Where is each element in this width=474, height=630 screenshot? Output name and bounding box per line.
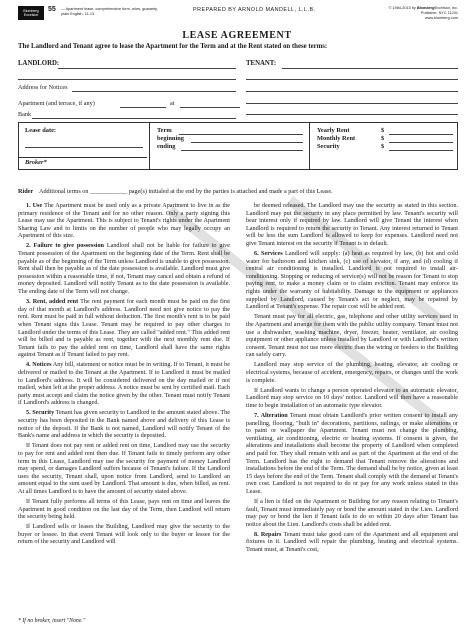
- clause-paragraph: [246, 387, 458, 410]
- clause-heading: Failure to give possession: [33, 242, 104, 250]
- ending-label: ending: [157, 143, 176, 150]
- tenant-line-5[interactable]: [246, 114, 458, 115]
- beginning-field[interactable]: [191, 142, 303, 143]
- form-number: 55: [48, 6, 56, 13]
- yearly-rent-dollar: $: [381, 127, 385, 134]
- ending-field[interactable]: [181, 150, 303, 151]
- clause-paragraph: [246, 361, 458, 384]
- address-for-notices-label: Address for Notices: [18, 84, 68, 91]
- clause-paragraph: [18, 409, 230, 439]
- clause-heading: Services: [261, 250, 283, 258]
- clause-paragraph: [18, 202, 230, 240]
- landlord-address-field[interactable]: [72, 91, 236, 92]
- clause-text: If a lien is filed on the Apartment or Building for any reason relating to Tenant's fault, Tenant must immediately pay or bond the amount stated in the Lien. Landlord may pay or bond the lien if Tenant fails to do so within 20 days after Tenant has notice about the Lien. Landlord's costs shall be added rent.: [246, 497, 458, 528]
- clause-number: 2.: [26, 242, 34, 250]
- clause-text: Tenant has given security to Landlord in the amount stated above. The security has been deposited in the Bank named above and delivery of this Lease is notice of the deposit. If the Bank is not named, Landlord will notify Tenant of the Bank's name and address in which the security is deposited.: [18, 409, 230, 440]
- copyright-line3: www.blumberg.com: [424, 16, 458, 20]
- tenant-line-4[interactable]: [246, 103, 458, 104]
- clause-number: 8.: [254, 530, 261, 538]
- broker-divider: [19, 157, 147, 158]
- clause-paragraph: [246, 313, 458, 359]
- clause-text: be deemed released. The Landlord may use the security as stated in this section. Landlord may put the security in any place permitted by law. Tenant's security will bear interest only if required by law. Landlord will give Tenant the interest when Landlord is required to return the security to Tenant. Any interest returned to Tenant will be less the sum Landlord is allowed to keep for expenses. Landlord need not give Tenant interest on the security if Tenant is in default.: [246, 202, 458, 247]
- clause-text: If Tenant does not pay rent or added rent on time, Landlord may use the security to pay for rent and added rent then due. If Tenant fails to timely perform any other term in this Lease, Landlord may use the security for payment of money Landlord may spend, or damages Landlord suffers because of Tenant's failure. If the Landlord uses the security, Tenant shall, upon notice from Landlord, send to Landlord an amount equal to the sum used by Landlord. That amount is due, when billed, as rent. At all times Landlord is to have the amount of security stated above.: [18, 442, 230, 495]
- clause-text: If Landlord sells or leases the Building, Landlord may give the security to the buyer or lessee. In that event Tenant will look only to the buyer or lessee for the return of the security and Landlord will: [18, 523, 230, 546]
- clause-number: 3.: [26, 298, 33, 306]
- security-field[interactable]: [389, 150, 453, 151]
- lease-date-field[interactable]: [25, 147, 143, 148]
- security-dollar: $: [381, 143, 385, 150]
- rider-text: Additional terms on ____________ page(s) initialed at the end by the parties is attached and made a part of this Lease.: [38, 188, 333, 195]
- clause-paragraph: [18, 523, 230, 546]
- apartment-field[interactable]: [120, 107, 166, 108]
- clause-number: 7.: [254, 411, 261, 419]
- left-clause-column: [18, 202, 230, 620]
- clause-text: If Landlord wants to change a person operated elevator to an automatic elevator, Landlord may stop service on 10 days' notice. Landlord will then have a reasonable time to begin installation of an automatic type elevator.: [246, 386, 458, 409]
- copyright-brand: Blumberg: [416, 6, 435, 10]
- yearly-rent-label: Yearly Rent: [317, 127, 350, 134]
- clause-text: Tenant must obtain Landlord's prior written consent to install any panelling, flooring, "built in" decorations, partitions, railings, or make alterations or to paint or wallpaper the Apartment. Tenant must not change the plumbing, ventilating, air conditioning, electric or heating systems. If consent is given, the alterations and installations shall become the property of Landlord when completed and paid for. They shall remain with and as part of the Apartment at the end of the Term. Landlord has the right to demand that Tenant remove the alterations and installations before the end of the Term. The demand shall be by notice, given at least 15 days before the end of the Term. Tenant shall comply with the demand at Tenant's own cost. Landlord is not required to do or pay for any work unless stated in this Lease.: [246, 411, 458, 495]
- monthly-rent-dollar: $: [381, 135, 385, 142]
- clause-paragraph: [18, 242, 230, 295]
- clause-text: Landlord may stop service of the plumbing, heating, elevator, air cooling or electrical systems, because of accident, emergency, repairs, or changes until the work is complete.: [246, 361, 458, 384]
- clause-heading: Notices: [32, 361, 52, 369]
- clause-heading: Use: [32, 202, 43, 209]
- broker-footnote: * If no broker, insert "None.": [18, 618, 86, 624]
- beginning-label: beginning: [157, 135, 184, 142]
- apartment-label: Apartment (and terrace, if any): [18, 100, 95, 107]
- copyright-line1: © 1984-2015 by: [388, 6, 416, 10]
- yearly-rent-field[interactable]: [389, 134, 453, 135]
- term-label: Term: [157, 127, 172, 134]
- broker-label: Broker*: [25, 159, 47, 166]
- prepared-by: PREPARED BY ARNOLD MANDELL, L.L.B.: [193, 7, 316, 13]
- clause-text: If Tenant fully performs all terms of this Lease, pays rent on time and leaves the Apartment in good condition on the last day of the Term, then Landlord will return the security being held.: [18, 497, 230, 521]
- landlord-name-field[interactable]: [58, 68, 236, 69]
- clause-paragraph: [18, 498, 230, 521]
- clause-number: 5.: [26, 409, 33, 417]
- clause-heading: Alteration: [260, 411, 288, 419]
- clause-paragraph: [18, 298, 230, 359]
- bank-field[interactable]: [32, 118, 236, 119]
- clause-paragraph: [246, 202, 458, 248]
- document-title: LEASE AGREEMENT: [182, 30, 292, 41]
- clause-paragraph: [246, 531, 458, 554]
- clause-heading: Repairs: [260, 530, 282, 538]
- clause-paragraph: [246, 498, 458, 528]
- copyright-line1b: Excelsior, Inc.: [434, 6, 458, 10]
- clause-text: The rent payment for each month must be paid on the first day of that month at Landlord's address. Landlord need not give notice to pay the rent. Rent must be paid in full without deduction. The first month's rent is to be paid when Tenant signs this Lease. Tenant may be required to pay other charges to Landlord under the terms of this Lease. They are called "added rent." This added rent will be billed and is payable as rent, together with the next monthly rent due. If Tenant fails to pay the added rent on time, Landlord shall have the same rights against Tenant as if Tenant failed to pay rent.: [18, 298, 230, 359]
- logo-text: Blumberg Excelsior: [23, 9, 39, 17]
- lease-date-label: Lease date:: [25, 127, 57, 134]
- clause-text: Landlord shall not be liable for failure to give Tenant possession of the Apartment on the beginning date of the Term. Rent shall be payable as of the beginning of the Term unless Landlord is unable to give possession. Rent shall then be payable as of the date possession is available. Landlord must give possession within a reasonable time, if not, Tenant may cancel and obtain a refund of money deposited. Landlord will notify Tenant as to the date possession is available. The ending date of the Term will not change.: [18, 242, 230, 296]
- right-clause-column: [246, 202, 458, 620]
- document-subtitle: The Landlord and Tenant agree to lease the Apartment for the Term and at the Rent stated on these terms:: [18, 43, 328, 50]
- security-label: Security: [317, 143, 340, 150]
- landlord-label: LANDLORD:: [18, 60, 60, 67]
- tenant-name-field[interactable]: [282, 68, 458, 69]
- form-description: — Apartment lease, comprehensive form, rules, guaranty, plain English, 11-13: [61, 7, 158, 16]
- copyright-notice: [338, 6, 458, 21]
- clause-paragraph: [246, 412, 458, 496]
- clause-text: Landlord will supply: (a) heat as required by law, (b) hot and cold water for bathroom and kitchen sink, (c) use of elevator, if any, and (d) cooling if central air conditioning is installed. Landlord is not required to install air-conditioning. Stopping or reducing of service(s) will not be reason for Tenant to stop paying rent, to make a money claim or to claim eviction. Tenant may enforce its rights under the warranty of habitability. Damage to the equipment or appliances supplied by Landlord, caused by Tenant's act or neglect, may be repaired by Landlord at Tenant's expense. The repair cost will be added rent.: [246, 250, 458, 311]
- monthly-rent-field[interactable]: [389, 142, 453, 143]
- landlord-line-2[interactable]: [18, 79, 236, 80]
- term-box-divider-2: [309, 123, 310, 169]
- clause-heading: Security: [32, 409, 55, 417]
- apartment-address-field[interactable]: [180, 107, 240, 108]
- rider-line: [18, 188, 333, 195]
- publisher-logo: [18, 6, 44, 20]
- at-label: at: [170, 100, 175, 107]
- bank-label: Bank: [18, 111, 32, 118]
- clause-paragraph: [18, 442, 230, 495]
- clause-text: Any bill, statement or notice must be in writing. If to Tenant, it must be delivered or mailed to the Tenant at the Apartment. If to Landlord it must be mailed to Landlord's address. It will be considered delivered on the day mailed or if not mailed, when left at the proper address. A notice must be sent by certified mail. Each party must accept and claim the notice given by the other. Tenant must notify Tenant if Landlord's address is changed.: [18, 361, 230, 407]
- clause-text: Tenant must pay for all electric, gas, telephone and other utility services used in the Apartment and arrange for them with the public utility company. Tenant must not use a dishwasher, washing machine, dryer, freezer, heater, ventilator, air cooling equipment or other appliance unless installed by Landlord or with Landlord's written consent. Tenant must not use more electric than the wiring or feeders to the Building can safely carry.: [246, 313, 458, 359]
- clause-text: The Apartment must be used only as a private Apartment to live in as the primary residence of the Tenant and for no other reason. Only a party signing this Lease may use the Apartment. This is subject to Tenant's rights under the Apartment Sharing Law and to limits on the number of people who may legally occupy an Apartment of this size.: [18, 202, 230, 240]
- rider-label: Rider: [18, 188, 34, 195]
- clause-number: 1.: [26, 202, 33, 209]
- clause-number: 6.: [254, 250, 262, 258]
- clause-paragraph: [18, 361, 230, 407]
- clause-heading: Rent, added rent: [32, 298, 79, 306]
- clause-number: 4.: [26, 361, 33, 369]
- copyright-line2: Publisher, NYC 11241: [420, 11, 458, 15]
- tenant-label: TENANT:: [246, 60, 277, 67]
- tenant-address-field[interactable]: [246, 91, 458, 92]
- term-field[interactable]: [179, 134, 303, 135]
- monthly-rent-label: Monthly Rent: [317, 135, 356, 142]
- lease-terms-box: [18, 122, 458, 170]
- tenant-line-2[interactable]: [246, 79, 458, 80]
- clause-paragraph: [246, 250, 458, 311]
- term-box-divider-1: [149, 123, 150, 169]
- clause-text: Tenant must take good care of the Apartment and all equipment and fixtures in it. Landlord will repair the plumbing, heating and electrical systems. Tenant must, at Tenant's cost,: [246, 530, 458, 554]
